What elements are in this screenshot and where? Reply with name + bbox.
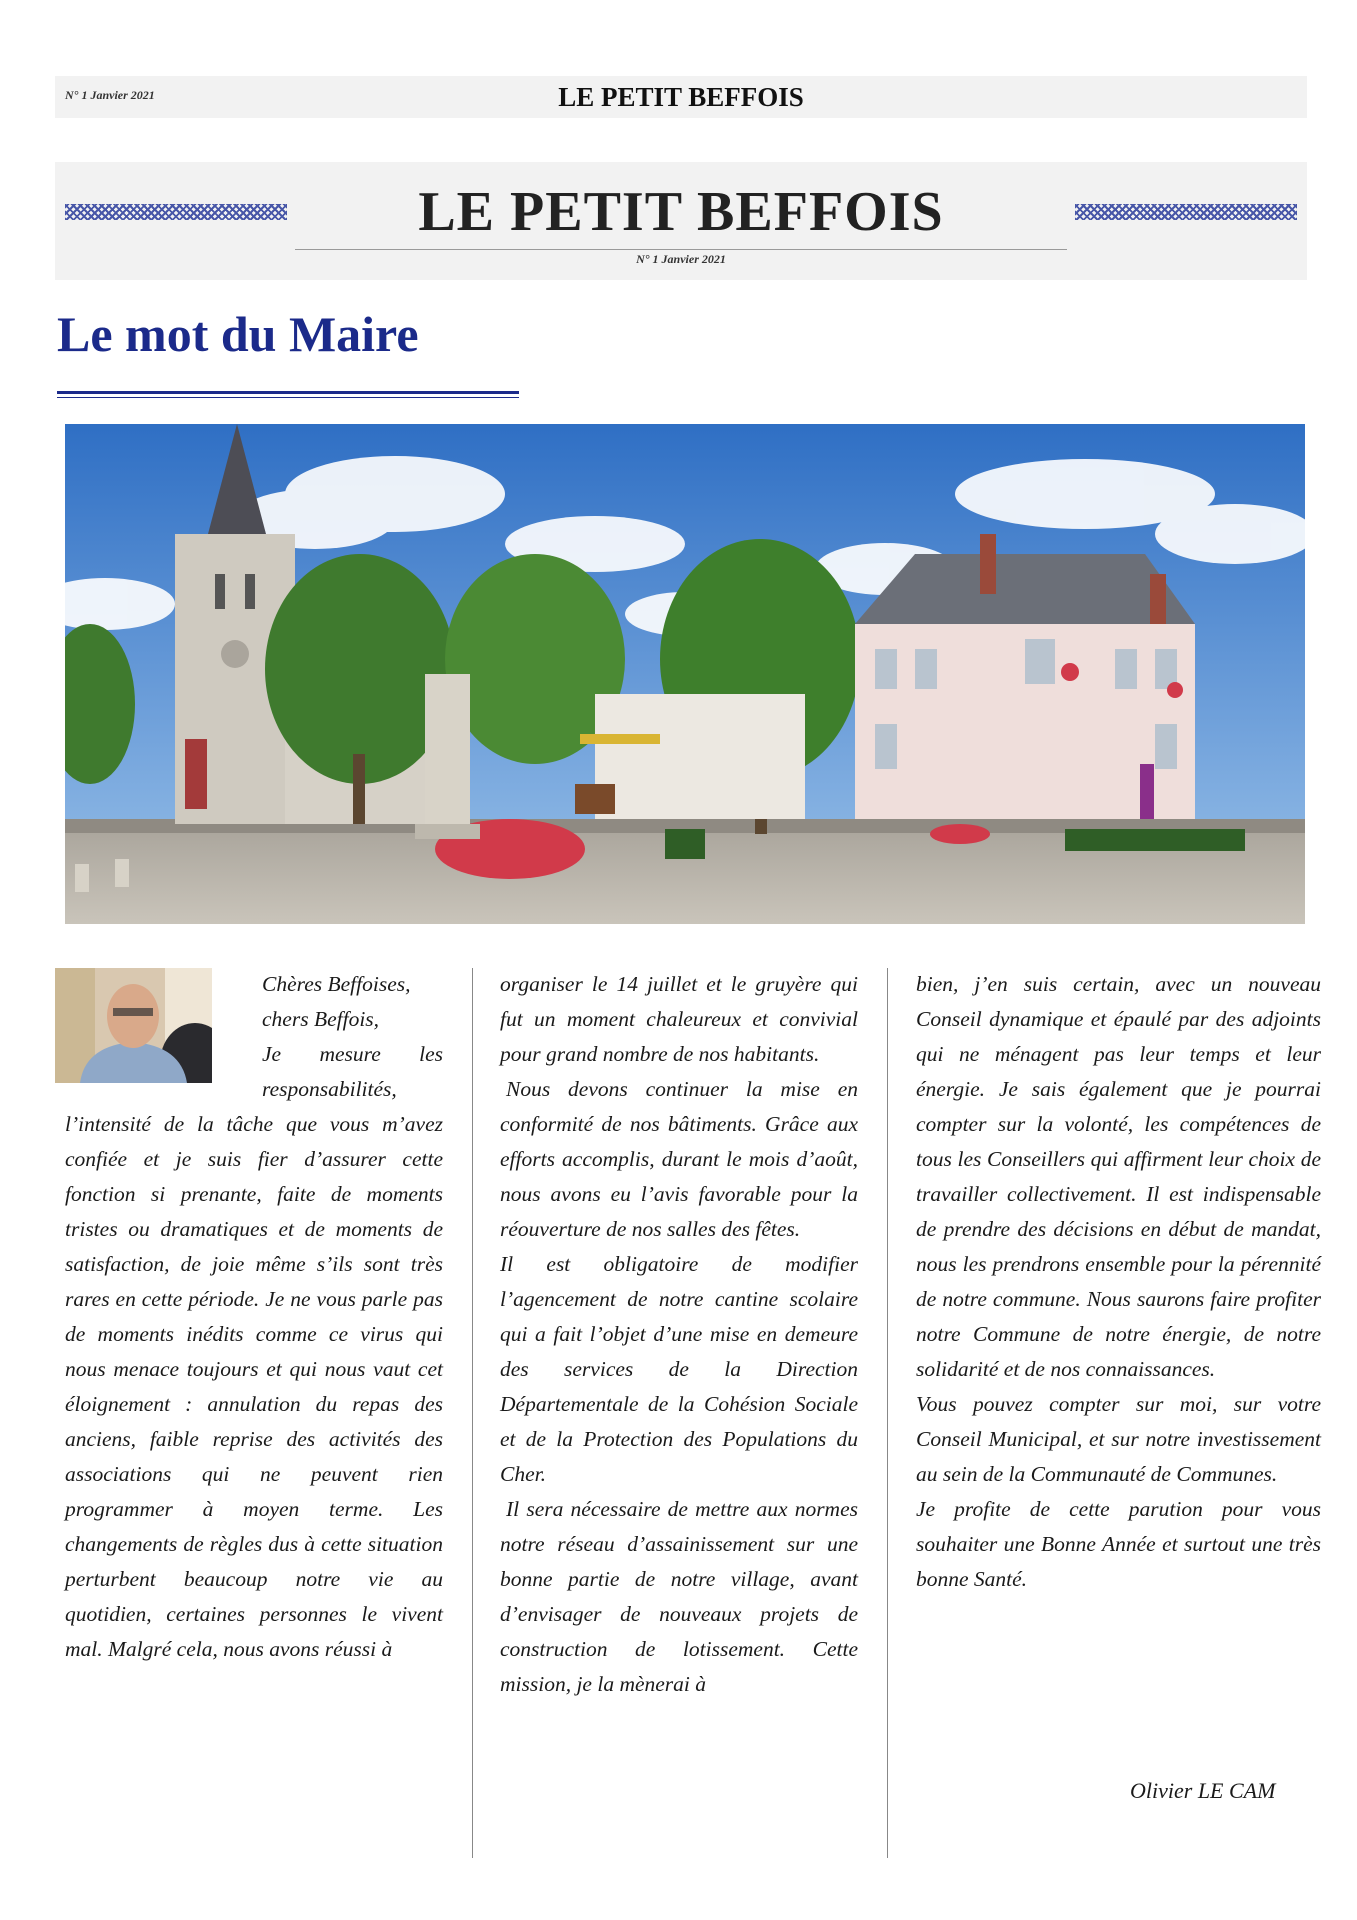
title-underline [57, 391, 519, 394]
title-underline-thin [57, 397, 519, 398]
running-header-issue: N° 1 Janvier 2021 [65, 88, 155, 102]
column-2 [500, 967, 858, 1702]
signature: Olivier LE CAM [1130, 1778, 1276, 1803]
paragraph: Il est obligatoire de modifier l’agencement de notre cantine scolaire qui a fait l’objet d’une mise en demeure des services de la Direction Départementale de la Cohésion Sociale et de la Protection des Populations du Cher. [500, 1252, 858, 1486]
paragraph: organiser le 14 juillet et le gruyère qui fut un moment chaleureux et convivial pour grand nombre de nos habitants. [500, 972, 858, 1066]
masthead-rule [295, 249, 1067, 250]
greeting-line: chers Beffois, [262, 1007, 380, 1031]
section-title: Le mot du Maire [57, 306, 419, 362]
column-divider [887, 968, 888, 1858]
paragraph: Je profite de cette parution pour vous souhaiter une Bonne Année et surtout une très bonne Santé. [916, 1497, 1321, 1591]
paragraph: Vous pouvez compter sur moi, sur votre Conseil Municipal, et sur notre investissement au sein de la Communauté de Communes. [916, 1392, 1321, 1486]
ornament-right [1075, 204, 1297, 220]
column-divider [472, 968, 473, 1858]
column-1-body: l’intensité de la tâche que vous m’avez confiée et je suis fier d’assurer cette fonction si prenante, faite de moments tristes ou dramatiques et de moments de satisfaction, de joie même s’ils sont très rares en cette période. Je ne vous parle pas de moments inédits comme ce virus qui nous menace toujours et qui nous vaut cet éloignement : annulation du repas des anciens, faible reprise des activités des associations qui ne peuvent rien programmer à moyen terme. Les changements de règles dus à cette situation perturbent beaucoup notre vie au quotidien, certaines personnes le vivent mal. Malgré cela, nous avons réussi à [65, 1112, 443, 1661]
village-photo [65, 424, 1305, 924]
masthead-title: LE PETIT BEFFOIS [418, 181, 944, 243]
greeting-line: Je mesure les responsabilités, [262, 1042, 443, 1101]
paragraph: bien, j’en suis certain, avec un nouveau Conseil dynamique et épaulé par des adjoints qui ne ménagent pas leur temps et leur énergie. Je sais également que je pourrai compter sur la volonté, les compétences de tous les Conseillers qui affirment leur choix de travailler collectivement. Il est indispensable de prendre des décisions en début de mandat, nous les prendrons ensemble pour la pérennité de notre commune. Nous saurons faire profiter notre Commune de notre énergie, de notre solidarité et de nos connaissances. [916, 972, 1321, 1381]
greeting-line: Chères Beffoises, [262, 972, 411, 996]
running-header [55, 76, 1307, 118]
column-1 [65, 967, 443, 1667]
running-header-title: LE PETIT BEFFOIS [558, 82, 804, 112]
paragraph: Il sera nécessaire de mettre aux normes notre réseau d’assainissement sur une bonne partie de notre village, avant d’envisager de nouveaux projets de construction de lotissement. Cette mission, je la mènerai à [500, 1497, 858, 1696]
masthead [55, 162, 1307, 280]
column-3 [916, 967, 1321, 1597]
paragraph: Nous devons continuer la mise en conformité de nos bâtiments. Grâce aux efforts accomplis, durant le mois d’août, nous avons eu l’avis favorable pour la réouverture de nos salles des fêtes. [500, 1077, 858, 1241]
masthead-issue: N° 1 Janvier 2021 [636, 252, 726, 266]
